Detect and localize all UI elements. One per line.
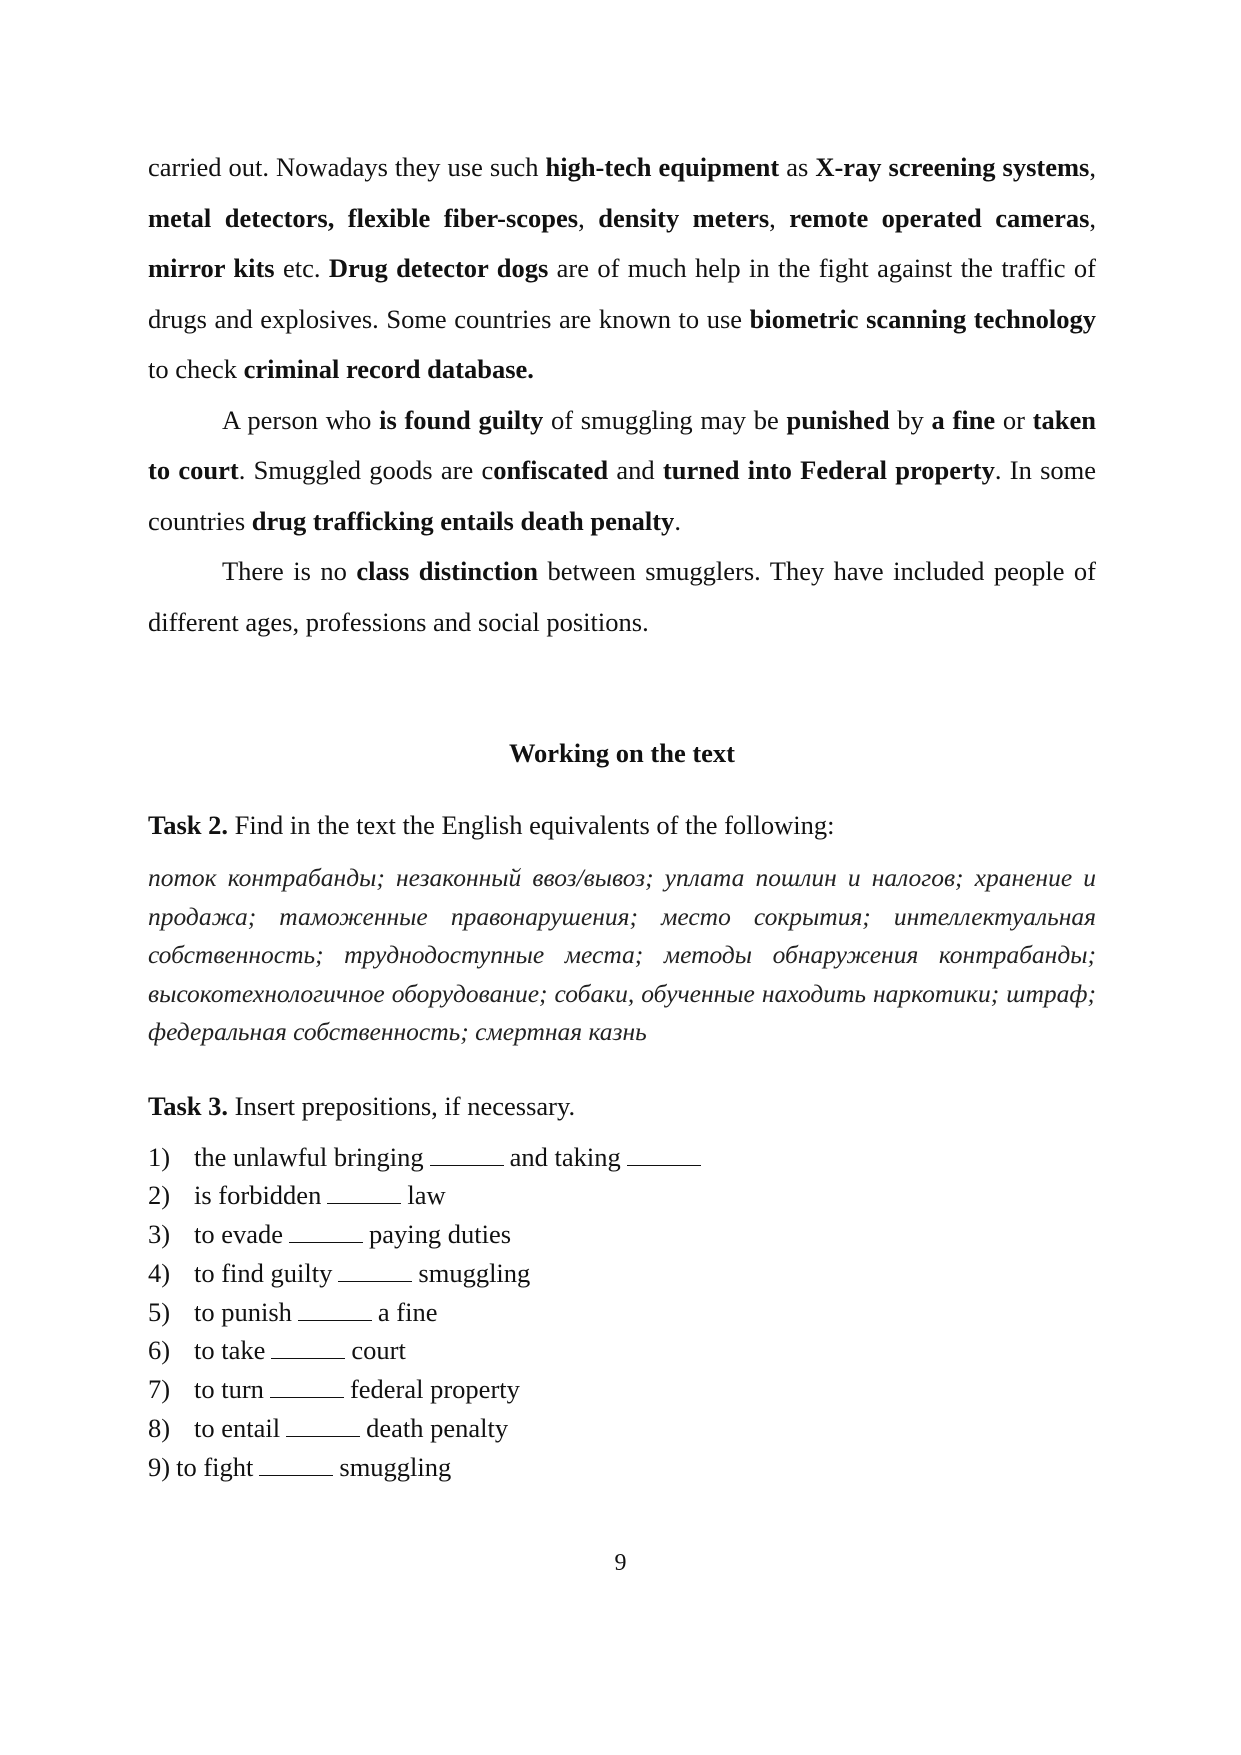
list-item: [148, 1331, 1096, 1370]
fill-in-blank[interactable]: [338, 1280, 412, 1282]
fill-in-blank[interactable]: [270, 1396, 344, 1398]
list-item: [148, 1448, 1096, 1487]
list-item: [148, 1409, 1096, 1448]
item-number: 3): [148, 1219, 171, 1250]
bold-term: onfiscated: [493, 455, 609, 485]
list-item: [148, 1254, 1096, 1293]
bold-term: turned into Federal property: [662, 455, 995, 485]
bold-term: criminal record database.: [243, 354, 534, 384]
text-run: by: [889, 404, 932, 435]
bold-term: Drug detector dogs: [328, 253, 549, 283]
text-run: carried out. Nowadays they use such: [148, 152, 546, 182]
list-item: [148, 1138, 1096, 1177]
item-text: smuggling: [418, 1257, 531, 1288]
fill-in-blank[interactable]: [298, 1319, 372, 1321]
bold-term: a fine: [931, 404, 996, 435]
item-text: death penalty: [366, 1413, 509, 1444]
text-run: between smugglers. They have included people of different ages, professions and social positions.: [148, 556, 1096, 637]
task-2-instruction: Find in the text the English equivalents of the following:: [228, 810, 835, 840]
item-text: and taking: [509, 1141, 621, 1172]
section-heading: Working on the text: [509, 738, 735, 768]
bold-term: X-ray screening systems: [815, 152, 1090, 182]
task-2-label: Task 2.: [148, 810, 229, 840]
task-2-terms: поток контрабанды; незаконный ввоз/вывоз; уплата пошлин и налогов; хранение и продажа; таможенные правонарушения; место сокрытия; интеллектуальная собственность; труднодоступные места; методы обнаружения контрабанды; высокотехнологичное оборудование; собаки, обученные находить наркотики; штраф; федеральная собственность; смертная казнь: [148, 863, 1096, 1046]
paragraph-punishment: [148, 395, 1096, 547]
fill-in-blank[interactable]: [289, 1241, 363, 1243]
bold-term: class distinction: [356, 556, 539, 586]
item-text: to turn: [194, 1374, 264, 1405]
list-item: [148, 1215, 1096, 1254]
item-text: to punish: [194, 1296, 292, 1327]
bold-term: is found guilty: [379, 404, 544, 435]
item-number: 7): [148, 1374, 171, 1405]
text-run: to check: [148, 354, 244, 384]
text-run: or: [995, 404, 1033, 435]
item-number: 5): [148, 1296, 171, 1327]
page-content: [148, 142, 1096, 1487]
item-number: 4): [148, 1257, 171, 1288]
bold-term: remote operated cameras: [789, 202, 1090, 233]
text-run: A person who: [222, 404, 380, 435]
item-number: 9): [148, 1451, 171, 1482]
bold-term: metal detectors, flexible fiber-scopes: [148, 202, 579, 233]
item-number: 6): [148, 1335, 171, 1366]
item-number: 1): [148, 1141, 171, 1172]
item-number: 8): [148, 1413, 171, 1444]
text-run: ,: [769, 202, 790, 233]
text-run: . Smuggled goods are c: [238, 455, 494, 485]
item-text: a fine: [377, 1296, 438, 1327]
item-text: is forbidden: [194, 1180, 322, 1211]
fill-in-blank[interactable]: [627, 1164, 701, 1166]
fill-in-blank[interactable]: [259, 1474, 333, 1476]
list-item: [148, 1176, 1096, 1215]
item-text: federal property: [349, 1374, 520, 1405]
fill-in-blank[interactable]: [327, 1202, 401, 1204]
bold-term: high-tech equipment: [545, 152, 780, 182]
item-text: to find guilty: [194, 1257, 333, 1288]
text-run: etc.: [274, 253, 329, 283]
paragraph-class-distinction: [148, 546, 1096, 647]
item-text: to evade: [194, 1219, 284, 1250]
item-text: to entail: [194, 1413, 281, 1444]
item-text: smuggling: [339, 1451, 452, 1482]
text-run: are of much help in the fight against the traffic of drugs and explosives. Some countries are known to use: [148, 253, 1096, 334]
text-run: ,: [578, 202, 599, 233]
task-3-list: [148, 1138, 1096, 1487]
bold-term: density meters: [598, 202, 770, 233]
text-run: ,: [1089, 202, 1097, 233]
bold-term: drug trafficking entails death penalty: [251, 505, 675, 536]
item-number: 2): [148, 1180, 171, 1211]
text-run: There is no: [222, 556, 357, 586]
fill-in-blank[interactable]: [430, 1164, 504, 1166]
text-run: and: [608, 455, 663, 485]
text-run: .: [674, 505, 681, 536]
item-text: to fight: [176, 1451, 254, 1482]
bold-term: taken to court: [148, 404, 1096, 485]
item-text: paying duties: [369, 1219, 512, 1250]
item-text: law: [407, 1180, 446, 1211]
text-run: ,: [1089, 152, 1096, 182]
bold-term: biometric scanning technology: [749, 303, 1096, 334]
page-number: 9: [614, 1550, 627, 1576]
fill-in-blank[interactable]: [286, 1435, 360, 1437]
bold-term: punished: [786, 404, 890, 435]
fill-in-blank[interactable]: [271, 1357, 345, 1359]
item-text: court: [351, 1335, 406, 1366]
paragraph-equipment: [148, 142, 1096, 395]
task-3-title: [148, 1086, 1096, 1126]
item-text: the unlawful bringing: [194, 1141, 424, 1172]
list-item: [148, 1370, 1096, 1409]
list-item: [148, 1293, 1096, 1332]
bold-term: mirror kits: [148, 253, 275, 283]
item-text: to take: [194, 1335, 266, 1366]
task-3-label: Task 3.: [148, 1090, 229, 1121]
text-run: of smuggling may be: [543, 404, 787, 435]
task-3-instruction: Insert prepositions, if necessary.: [228, 1090, 576, 1121]
task-2-title: [148, 805, 1096, 845]
text-run: as: [779, 152, 816, 182]
text-run: . In some countries: [148, 455, 1097, 536]
